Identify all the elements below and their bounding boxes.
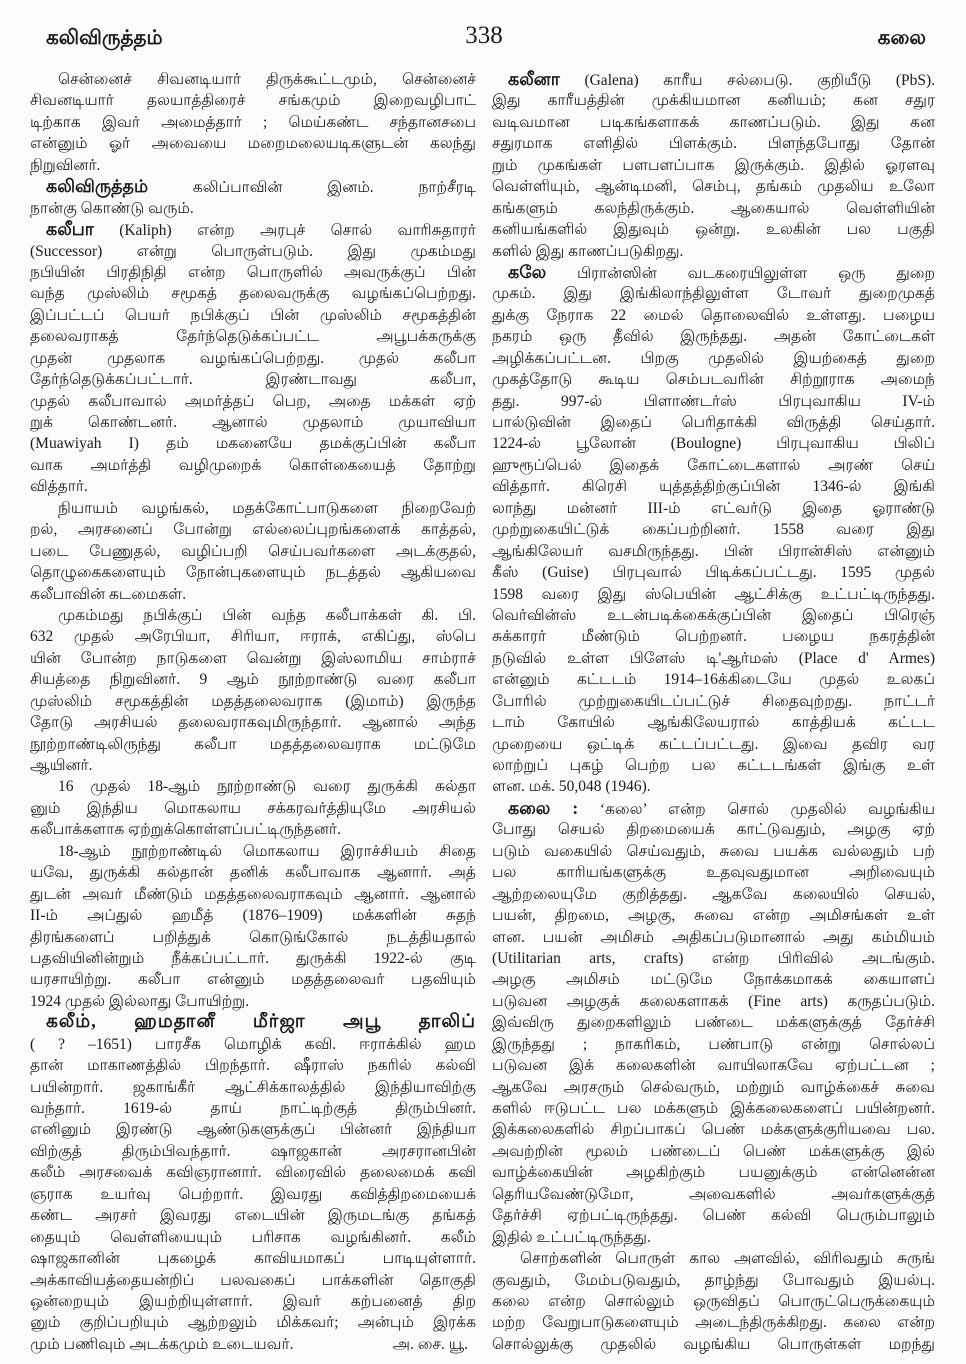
text-line bbox=[492, 283, 935, 304]
text-line bbox=[492, 734, 935, 755]
text-line bbox=[30, 884, 476, 905]
headword: கலை : bbox=[508, 797, 579, 818]
line-text: பயன், திறமை, அழகு, சுவை என்ற அமிசங்கள் உள் bbox=[492, 907, 935, 925]
text-line bbox=[492, 1312, 935, 1333]
line-text: திரங்களைப் பறித்துக் கொடுங்கோல் நடத்தியதால் bbox=[30, 928, 476, 946]
text-line bbox=[30, 691, 476, 712]
line-text: 1924 முதல் இல்லாது போயிற்று. bbox=[30, 992, 250, 1010]
line-text: லாற்றுப் புகழ் பெற்ற பல கட்டடங்கள் இங்கு உள் bbox=[492, 757, 935, 774]
line-text: தையும் வெள்ளியையும் பரிசாக வழங்கினர். கலீம் bbox=[30, 1228, 476, 1246]
entry-paragraph bbox=[492, 69, 935, 262]
line-text: ஆயினர். bbox=[30, 757, 93, 774]
line-text: (Muawiyah I) தம் மகனையே தமக்குப்பின் கலீபா bbox=[30, 435, 476, 453]
line-text: அழிக்கப்பட்டன. பிறகு முதலில் இயற்கைத் துறை bbox=[492, 349, 935, 367]
line-text: யரசாயிற்று. கலீபா என்னும் மதத்தலைவர் பதவியும் bbox=[30, 971, 476, 989]
text-line bbox=[492, 819, 935, 840]
line-text: எனினும் இரண்டு ஆண்டுகளுக்குப் பின்னர் இந்தியா bbox=[30, 1121, 476, 1139]
line-text: னும் குறிப்பறியும் ஆற்றலும் மிக்கவர்; அன்பும் இரக்க bbox=[30, 1314, 476, 1332]
text-line bbox=[492, 155, 935, 176]
text-line bbox=[30, 1098, 476, 1119]
text-line bbox=[30, 541, 476, 562]
column-right bbox=[492, 69, 935, 1355]
line-text: ஞராக உயர்வு பெற்றார். இவரது கவித்திறமையைக் bbox=[30, 1185, 476, 1203]
text-line bbox=[492, 348, 935, 369]
text-line bbox=[492, 1119, 935, 1140]
text-line bbox=[30, 1291, 476, 1312]
text-line bbox=[492, 691, 935, 712]
line-text: நிறுவினர். bbox=[30, 156, 101, 174]
text-line bbox=[30, 455, 476, 476]
line-text: என்னும் ஓர் அவையை மறைமலையடிகளுடன் கலந்து bbox=[30, 135, 476, 153]
line-text: கலை என்ற சொல்லும் ஒருவிதப் பொருட்பெருக்கையும் bbox=[492, 1292, 935, 1310]
text-line bbox=[30, 905, 476, 926]
text-line bbox=[492, 776, 935, 797]
text-line bbox=[492, 841, 935, 862]
line-text: அவற்றின் மூலம் பண்டைப் பெண் மக்களுக்கு இல் bbox=[492, 1142, 935, 1160]
text-line bbox=[492, 605, 935, 626]
text-line bbox=[30, 1270, 476, 1291]
line-text: பல காரியங்களுக்கு உதவுவதுமான அறிவையும் bbox=[492, 864, 935, 882]
line-text: நூற்றாண்டிலிருந்து கலீபா மதத்தலைவராக மட்டுமே bbox=[30, 735, 476, 753]
text-line bbox=[492, 948, 935, 969]
line-text: கனியங்களில் இதுவும் ஒன்று. உலகின் பல பகுதி bbox=[492, 221, 935, 239]
line-text: கலிப்பாவின் இனம். நாற்சீரடி bbox=[192, 179, 476, 197]
entry-paragraph bbox=[30, 176, 476, 219]
text-line bbox=[30, 90, 476, 111]
text-line bbox=[30, 412, 476, 433]
text-line bbox=[30, 927, 476, 948]
line-text: 1224-ல் பூலோன் (Boulogne) பிரபுவாகிய பிலிப் bbox=[492, 435, 935, 453]
text-line bbox=[492, 433, 935, 454]
line-text: சதுரமாக எளிதில் பிளக்கும். பிளந்தபோது தோன் bbox=[492, 135, 935, 153]
line-text: தது. 997-ல் பிளாண்டர்ஸ் பிரபுவாகிய IV-ம் bbox=[492, 392, 935, 410]
line-text: அழகு அமிசம் மட்டுமே நோக்கமாகக் கையாளப் bbox=[492, 971, 935, 989]
text-line bbox=[492, 648, 935, 669]
text-line bbox=[30, 283, 476, 304]
text-line bbox=[492, 905, 935, 926]
line-text: வித்தார். bbox=[30, 478, 88, 496]
text-line bbox=[30, 391, 476, 412]
line-text: ‘கலை’ என்ற சொல் முதலில் வழங்கிய bbox=[599, 800, 935, 818]
text-line bbox=[492, 669, 935, 690]
entry-paragraph bbox=[30, 841, 476, 1013]
text-line bbox=[30, 1227, 476, 1248]
text-line bbox=[30, 1034, 476, 1055]
line-text: போது செயல் திறமையைக் காட்டுவதும், அழகு ஏற் bbox=[492, 821, 935, 839]
text-line bbox=[30, 626, 476, 647]
line-text: (Successor) என்று பொருள்படும். இது முகம்மது bbox=[30, 242, 476, 260]
text-line bbox=[30, 198, 476, 219]
text-line bbox=[30, 1162, 476, 1183]
text-line bbox=[30, 562, 476, 583]
line-text: முகத்தோடு கூடிய செம்படவரின் சிற்றூராக அமைந் bbox=[492, 371, 935, 389]
line-text: முதன் முதலாக வழங்கப்பெற்றது. முதல் கலீபா bbox=[30, 349, 476, 367]
text-line bbox=[492, 884, 935, 905]
line-text: சுக்காரர் மீண்டும் பெற்றனர். பழைய நகரத்தின் bbox=[492, 628, 935, 646]
line-text: மற்ற வேறுபாடுகளையும் அடைந்திருக்கிறது. கலை என்ற bbox=[492, 1314, 935, 1332]
line-text: கங்களும் கலந்திருக்கும். ஆகையால் வெள்ளியின் bbox=[492, 199, 935, 217]
text-line bbox=[30, 219, 476, 240]
line-text: தான் மாகாணத்தில் பிறந்தார். ஷீராஸ் நகரில் கல்வி bbox=[30, 1057, 476, 1075]
line-text: இப்பட்டப் பெயர் நபிக்குப் பின் முஸ்லிம் சமூகத்தின் bbox=[30, 306, 476, 324]
line-text: சென்னைச் சிவனடியார் திருக்கூட்டமும், சென்னைச் bbox=[58, 71, 476, 88]
text-line bbox=[30, 862, 476, 883]
line-text: ஹுரூப்பெல் இதைக் கோட்டைகளால் அரண் செய் bbox=[492, 456, 935, 474]
line-text: என்னும் கட்டடம் 1914–16க்கிடையே முதல் உலகப் bbox=[492, 671, 935, 689]
text-line bbox=[492, 862, 935, 883]
line-text: முறையை ஒட்டிக் கட்டப்பட்டது. இவை தவிர வர bbox=[492, 735, 935, 753]
text-line bbox=[30, 241, 476, 262]
line-text: படும் வகையில் செய்வதும், சுவை பயக்க வல்லதும் பற் bbox=[492, 842, 935, 860]
line-text: நியாயம் வழங்கல், மதக்கோட்பாடுகளை நிறைவேற் bbox=[58, 499, 476, 517]
line-text: போரில் முற்றுகையிடப்பட்டுச் சிதைவுற்றது. நாட்டர் bbox=[492, 692, 935, 710]
line-text: சிவனடியார் தலயாத்திரைச் சங்கமும் இறைவழிபாட் bbox=[30, 92, 476, 110]
text-line bbox=[30, 1334, 476, 1355]
headword: கலீம், ஹமதானீ மீர்ஜா அபூ தாலிப் bbox=[46, 1012, 476, 1033]
line-text: பால்டுவின் இதைப் பெரிதாக்கி விருத்தி செய்தார். bbox=[492, 414, 935, 431]
line-text: ளன. மக். 50,048 (1946). bbox=[492, 778, 651, 796]
text-line bbox=[30, 819, 476, 840]
line-text: றுக் கொண்டனர். ஆனால் முதலாம் முயாவியா bbox=[30, 414, 476, 431]
text-line bbox=[492, 326, 935, 347]
line-text: பதவியினின்றும் நீக்கப்பட்டார். துருக்கி 1922-ல் குடி bbox=[30, 949, 476, 967]
line-text: விற்குத் திரும்பிவந்தார். ஷாஜகான் அரசரானபின் bbox=[30, 1142, 476, 1160]
line-text: 16 முதல் 18-ஆம் நூற்றாண்டு வரை துருக்கி சுல்தா bbox=[58, 778, 476, 796]
line-text: ஷாஜகானின் புகழைக் காவியமாகப் பாடியுள்ளார். bbox=[30, 1250, 476, 1268]
line-text: படை பேணுதல், வழிப்பறி செய்பவர்களை அடக்குதல், bbox=[30, 542, 476, 560]
text-line bbox=[30, 1077, 476, 1098]
text-line bbox=[492, 1034, 935, 1055]
text-line bbox=[30, 69, 476, 90]
text-line bbox=[30, 133, 476, 154]
line-text: வடிவமான படிகங்களாகக் காணப்படும். இது கன bbox=[492, 113, 935, 131]
line-text: மும் பணிவும் அடக்கமும் உடையவர். bbox=[30, 1335, 294, 1353]
line-text: ளன. பயன் அமிசம் அதிகப்படுமானால் அது கம்மியம் bbox=[492, 928, 935, 946]
text-line bbox=[492, 1141, 935, 1162]
line-text: நகரம் ஒரு தீவில் இருந்தது. அதன் கோட்டைகள் bbox=[492, 328, 935, 346]
entry-paragraph bbox=[492, 262, 935, 798]
text-line bbox=[30, 669, 476, 690]
text-line bbox=[30, 605, 476, 626]
text-line bbox=[492, 412, 935, 433]
line-text: பயின்றார். ஜகாங்கீர் ஆட்சிக்காலத்தில் இந்தியாவிற்கு bbox=[30, 1078, 476, 1096]
text-line bbox=[30, 1055, 476, 1076]
headword: கலீனா bbox=[508, 69, 560, 89]
text-line bbox=[492, 455, 935, 476]
text-line bbox=[492, 90, 935, 111]
text-line bbox=[492, 1270, 935, 1291]
text-line bbox=[30, 305, 476, 326]
line-text: னும் இந்திய மொகலாய சக்கரவர்த்தியுமே அரசியல் bbox=[30, 799, 476, 817]
line-text: றல், அரசனைப் போன்று எல்லைப்புறங்களைக் காத்தல், bbox=[30, 521, 476, 539]
text-line bbox=[30, 369, 476, 390]
text-line bbox=[30, 776, 476, 797]
text-line bbox=[492, 219, 935, 240]
line-text: யவே, துருக்கி சுல்தான் தனிக் கலீபாவாக ஆனார். அத் bbox=[30, 864, 476, 882]
text-line bbox=[492, 305, 935, 326]
text-line bbox=[30, 948, 476, 969]
text-line bbox=[492, 1291, 935, 1312]
line-text: தேர்ச்சி ஏற்பட்டிருந்தது. பெண் கல்வி பெரும்பாலும் bbox=[492, 1207, 935, 1225]
line-text: றும் முகங்கள் பளபளப்பாக இருக்கும். இதில் ஓரளவு bbox=[492, 156, 935, 174]
line-text: முஸ்லிம் சமூகத்தின் மதத்தலைவராக (இமாம்) இருந்த bbox=[30, 692, 476, 710]
text-line bbox=[30, 326, 476, 347]
entry-paragraph bbox=[30, 1012, 476, 1355]
text-line bbox=[492, 562, 935, 583]
text-line bbox=[30, 155, 476, 176]
text-line bbox=[492, 391, 935, 412]
line-text: தெரியவேண்டுமோ, அவைகளில் அவர்களுக்குத் bbox=[492, 1185, 935, 1203]
text-line bbox=[492, 498, 935, 519]
line-text: வித்தார். கிரெசி யுத்தத்திற்குப்பின் 1346-ல் இங்கி bbox=[492, 478, 935, 496]
entry-paragraph bbox=[30, 605, 476, 777]
text-line bbox=[492, 1248, 935, 1269]
line-text: வந்தார். 1619-ல் தாய் நாட்டிற்குத் திரும்பினர். bbox=[30, 1100, 476, 1117]
line-text: 18-ஆம் நூற்றாண்டில் மொகலாய இராச்சியம் சிதை bbox=[58, 842, 476, 860]
text-line bbox=[492, 1098, 935, 1119]
entry-paragraph bbox=[30, 69, 476, 176]
text-line bbox=[492, 241, 935, 262]
text-line bbox=[492, 1162, 935, 1183]
line-text: (Utilitarian arts, crafts) என்ற பிரிவில் அடங்கும். bbox=[492, 949, 935, 967]
headword: கலே bbox=[508, 261, 547, 282]
text-line bbox=[30, 1012, 476, 1033]
line-text: தொழுகைகளையும் நோன்புகளையும் நடத்தல் ஆகியவை bbox=[30, 564, 476, 582]
line-text: துக்கு நேராக 22 மைல் தொலைவில் உள்ளது. பழைய bbox=[492, 306, 935, 324]
text-line bbox=[30, 969, 476, 990]
headword: கலிவிருத்தம் bbox=[46, 176, 149, 197]
text-line bbox=[492, 541, 935, 562]
text-line bbox=[492, 1227, 935, 1248]
line-text: யின் போன்ற நாடுகளை வென்று இஸ்லாமிய சாம்ராச் bbox=[30, 649, 476, 667]
line-text: வெர்வின்ஸ் உடன்படிக்கைக்குப்பின் இதைப் பிரெஞ் bbox=[492, 606, 935, 624]
entry-paragraph bbox=[492, 1248, 935, 1355]
line-text: கலீபாக்களாக ஏற்றுக்கொள்ளப்பட்டிருந்தனர். bbox=[30, 821, 341, 839]
text-line bbox=[492, 584, 935, 605]
entry-paragraph bbox=[30, 219, 476, 498]
line-text: பிரான்ஸின் வடகரையிலுள்ள ஒரு துறை bbox=[577, 264, 935, 282]
text-line bbox=[492, 198, 935, 219]
text-line bbox=[30, 519, 476, 540]
line-text: இக்கலைகளில் சிறப்பாகப் பெண் மக்களுக்குரியவை பல. bbox=[492, 1121, 935, 1139]
line-text: 632 முதல் அரேபியா, சிரியா, ஈராக், எகிப்து, ஸ்பெ bbox=[30, 628, 476, 646]
text-line bbox=[492, 1012, 935, 1033]
line-text: கீஸ் (Guise) பிரபுவால் பிடிக்கப்பட்டது. 1595 முதல் bbox=[492, 564, 935, 582]
text-line bbox=[30, 798, 476, 819]
line-text: சொற்களின் பொருள் கால அளவில், விரிவதும் சுருங் bbox=[520, 1250, 935, 1268]
text-line bbox=[492, 712, 935, 733]
text-line bbox=[30, 1248, 476, 1269]
text-line bbox=[492, 519, 935, 540]
text-line bbox=[30, 348, 476, 369]
line-text: நடுவில் உள்ள பிளேஸ் டி'ஆர்மஸ் (Place d' Armes) bbox=[492, 649, 935, 667]
text-line bbox=[30, 1312, 476, 1333]
line-text: II-ம் அப்துல் ஹமீத் (1876–1909) மக்களின் சுதந் bbox=[30, 907, 476, 925]
line-text: வந்த முஸ்லிம் சமூகத் தலைவருக்கு வழங்கப்பெற்றது. bbox=[30, 285, 476, 303]
line-text: குவதும், மேம்படுவதும், தாழ்ந்து போவதும் இயல்பு. bbox=[492, 1271, 935, 1289]
text-line bbox=[492, 969, 935, 990]
headword: கலீபா bbox=[46, 219, 94, 240]
header-title-left: கலிவிருத்தம் bbox=[46, 27, 163, 49]
line-text: தோடு அரசியல் தலைவராகவுமிருந்தார். ஆனால் அந்த bbox=[30, 714, 476, 732]
text-line bbox=[30, 584, 476, 605]
text-line bbox=[30, 1119, 476, 1140]
line-text: களில் ஈடுபட்ட பல மக்களும் இக்கலைகளைப் பயின்றனர். bbox=[492, 1100, 935, 1117]
entry-paragraph bbox=[30, 776, 476, 840]
line-text: டாம் கோயில் ஆங்கிலேயரால் காத்தியக் கட்டட bbox=[492, 714, 935, 732]
text-line bbox=[30, 433, 476, 454]
line-text: ஆகவே அரசரும் செல்வரும், மற்றும் வாழ்க்கைச் சுவை bbox=[492, 1078, 935, 1096]
line-text: ( ? –1651) பாரசீக மொழிக் கவி. ஈராக்கில் ஹம bbox=[30, 1035, 476, 1053]
line-text: வாக அமர்த்தி வழிமுறைக் கொள்கையைத் தோற்று bbox=[30, 456, 476, 474]
line-text: தேர்ந்தெடுக்கப்பட்டார். இரண்டாவது கலீபா, bbox=[30, 371, 476, 389]
line-text: அக்காவியத்தையன்றிப் பலவகைப் பாக்களின் தொகுதி bbox=[30, 1271, 476, 1289]
text-line bbox=[492, 1184, 935, 1205]
line-text: டிற்காக இவர் அமைத்தார் ; மெய்கண்ட சந்தானசபை bbox=[30, 113, 476, 131]
line-text: முற்றுகையிட்டுக் கைப்பற்றினர். 1558 வரை இது bbox=[492, 521, 935, 539]
text-line bbox=[30, 755, 476, 776]
line-text: (Galena) காரீய சல்பைடு. குறியீடு (PbS). bbox=[584, 72, 935, 89]
text-line bbox=[30, 734, 476, 755]
line-text: ஆங்கிலேயர் வசமிருந்தது. பின் பிரான்சிஸ் என்னும் bbox=[492, 542, 935, 560]
line-text: நபியின் பிரதிநிதி என்ற பொருளில் அவருக்குப் பின் bbox=[30, 263, 476, 281]
text-line bbox=[492, 1334, 935, 1355]
text-line bbox=[492, 1077, 935, 1098]
line-text: 1598 வரை இது ஸ்பெயின் ஆட்சிக்கு உட்பட்டிருந்தது. bbox=[492, 585, 935, 603]
line-text: வெள்ளியும், ஆன்டிமனி, செம்பு, தங்கம் முதலிய உலோ bbox=[492, 178, 935, 196]
line-text: நான்கு கொண்டு வரும். bbox=[30, 199, 194, 217]
line-text: லாந்து மன்னர் III-ம் எட்வர்டு இதை ஓராண்டு bbox=[492, 499, 935, 517]
text-line bbox=[492, 1055, 935, 1076]
line-text: கண்ட அரசர் இவரது எடையின் இருமடங்கு தங்கத் bbox=[30, 1207, 476, 1225]
line-text: வாழ்க்கையின் அழகிற்கும் பயனுக்கும் என்னென்ன bbox=[492, 1164, 935, 1182]
line-text: முதல் கலீபாவால் அமர்த்தப் பெற, அதை மக்கள் ஏற் bbox=[30, 392, 476, 410]
line-text: தலைவராகத் தேர்ந்தெடுக்கப்பட்ட அபூபக்கருக்கு bbox=[30, 328, 476, 346]
text-line bbox=[30, 176, 476, 197]
line-text: முகம்மது நபிக்குப் பின் வந்த கலீபாக்கள் கி. பி. bbox=[58, 606, 476, 624]
text-line bbox=[492, 112, 935, 133]
line-text: (Kaliph) என்ற அரபுச் சொல் வாரிசுதாரர் bbox=[119, 222, 476, 240]
line-text: களில் இது காணப்படுகிறது. bbox=[492, 242, 684, 260]
entry-paragraph bbox=[492, 798, 935, 1248]
text-line bbox=[30, 498, 476, 519]
line-text: படுவன அழகுக் கலைகளாகக் (Fine arts) கருதப்படும். bbox=[492, 992, 935, 1010]
line-text: ஒன்றையும் இயற்றியுள்ளார். இவர் கற்பனைத் திற bbox=[30, 1292, 476, 1310]
text-line bbox=[492, 626, 935, 647]
line-text: இது காரீயத்தின் முக்கியமான கனியம்; கன சதுர bbox=[492, 92, 935, 110]
text-line bbox=[492, 262, 935, 283]
line-text: சொல்லுக்கு முதலில் வழங்கிய பொருள்கள் மறந்து bbox=[492, 1335, 935, 1353]
text-line bbox=[492, 369, 935, 390]
line-text: இவ்விரு துறைகளிலும் பண்டை மக்களுக்குத் தேர்ச்சி bbox=[492, 1014, 935, 1032]
line-text: ஆற்றலையுமே குறித்தது. ஆகவே கலையில் செயல், bbox=[492, 885, 935, 903]
text-line bbox=[30, 476, 476, 497]
text-line bbox=[492, 69, 935, 90]
text-line bbox=[492, 1205, 935, 1226]
line-text: படுவன இக் கலைகளின் வாயிலாகவே ஏற்பட்டன ; bbox=[492, 1057, 935, 1075]
line-text: இருந்தது ; நாகரிகம், பண்பாடு என்று சொல்லப் bbox=[492, 1035, 935, 1053]
text-line bbox=[30, 1205, 476, 1226]
text-line bbox=[30, 1141, 476, 1162]
text-line bbox=[30, 648, 476, 669]
text-line bbox=[492, 176, 935, 197]
line-text: கலீபாவின் கடமைகள். bbox=[30, 585, 187, 603]
line-text: முகம். இது இங்கிலாந்திலுள்ள டோவர் துறைமுகத் bbox=[492, 285, 935, 303]
text-line bbox=[492, 991, 935, 1012]
text-line bbox=[492, 133, 935, 154]
text-line bbox=[30, 991, 476, 1012]
line-text: இதில் உட்பட்டிருந்தது. bbox=[492, 1228, 651, 1246]
author-initials: அ. சை. யூ. bbox=[392, 1335, 468, 1353]
header-title-right: கலை bbox=[877, 27, 926, 49]
line-text: சியத்தை நிறுவினர். 9 ஆம் நூற்றாண்டு வரை கலீபா bbox=[30, 671, 476, 689]
column-left bbox=[30, 69, 476, 1355]
running-header bbox=[0, 20, 966, 56]
text-line bbox=[492, 798, 935, 819]
text-line bbox=[30, 1184, 476, 1205]
text-line bbox=[30, 712, 476, 733]
text-line bbox=[30, 841, 476, 862]
line-text: கலீம் அரசவைக் கவிஞரானார். விரைவில் தலைமைக் கவி bbox=[30, 1164, 476, 1182]
text-line bbox=[30, 112, 476, 133]
page-number: 338 bbox=[465, 22, 503, 49]
entry-paragraph bbox=[30, 498, 476, 605]
text-line bbox=[492, 476, 935, 497]
text-line bbox=[492, 755, 935, 776]
text-line bbox=[492, 927, 935, 948]
line-text: துடன் அவர் மீண்டும் மதத்தலைவராகவும் ஆனார். ஆனால் bbox=[30, 885, 476, 903]
text-line bbox=[30, 262, 476, 283]
